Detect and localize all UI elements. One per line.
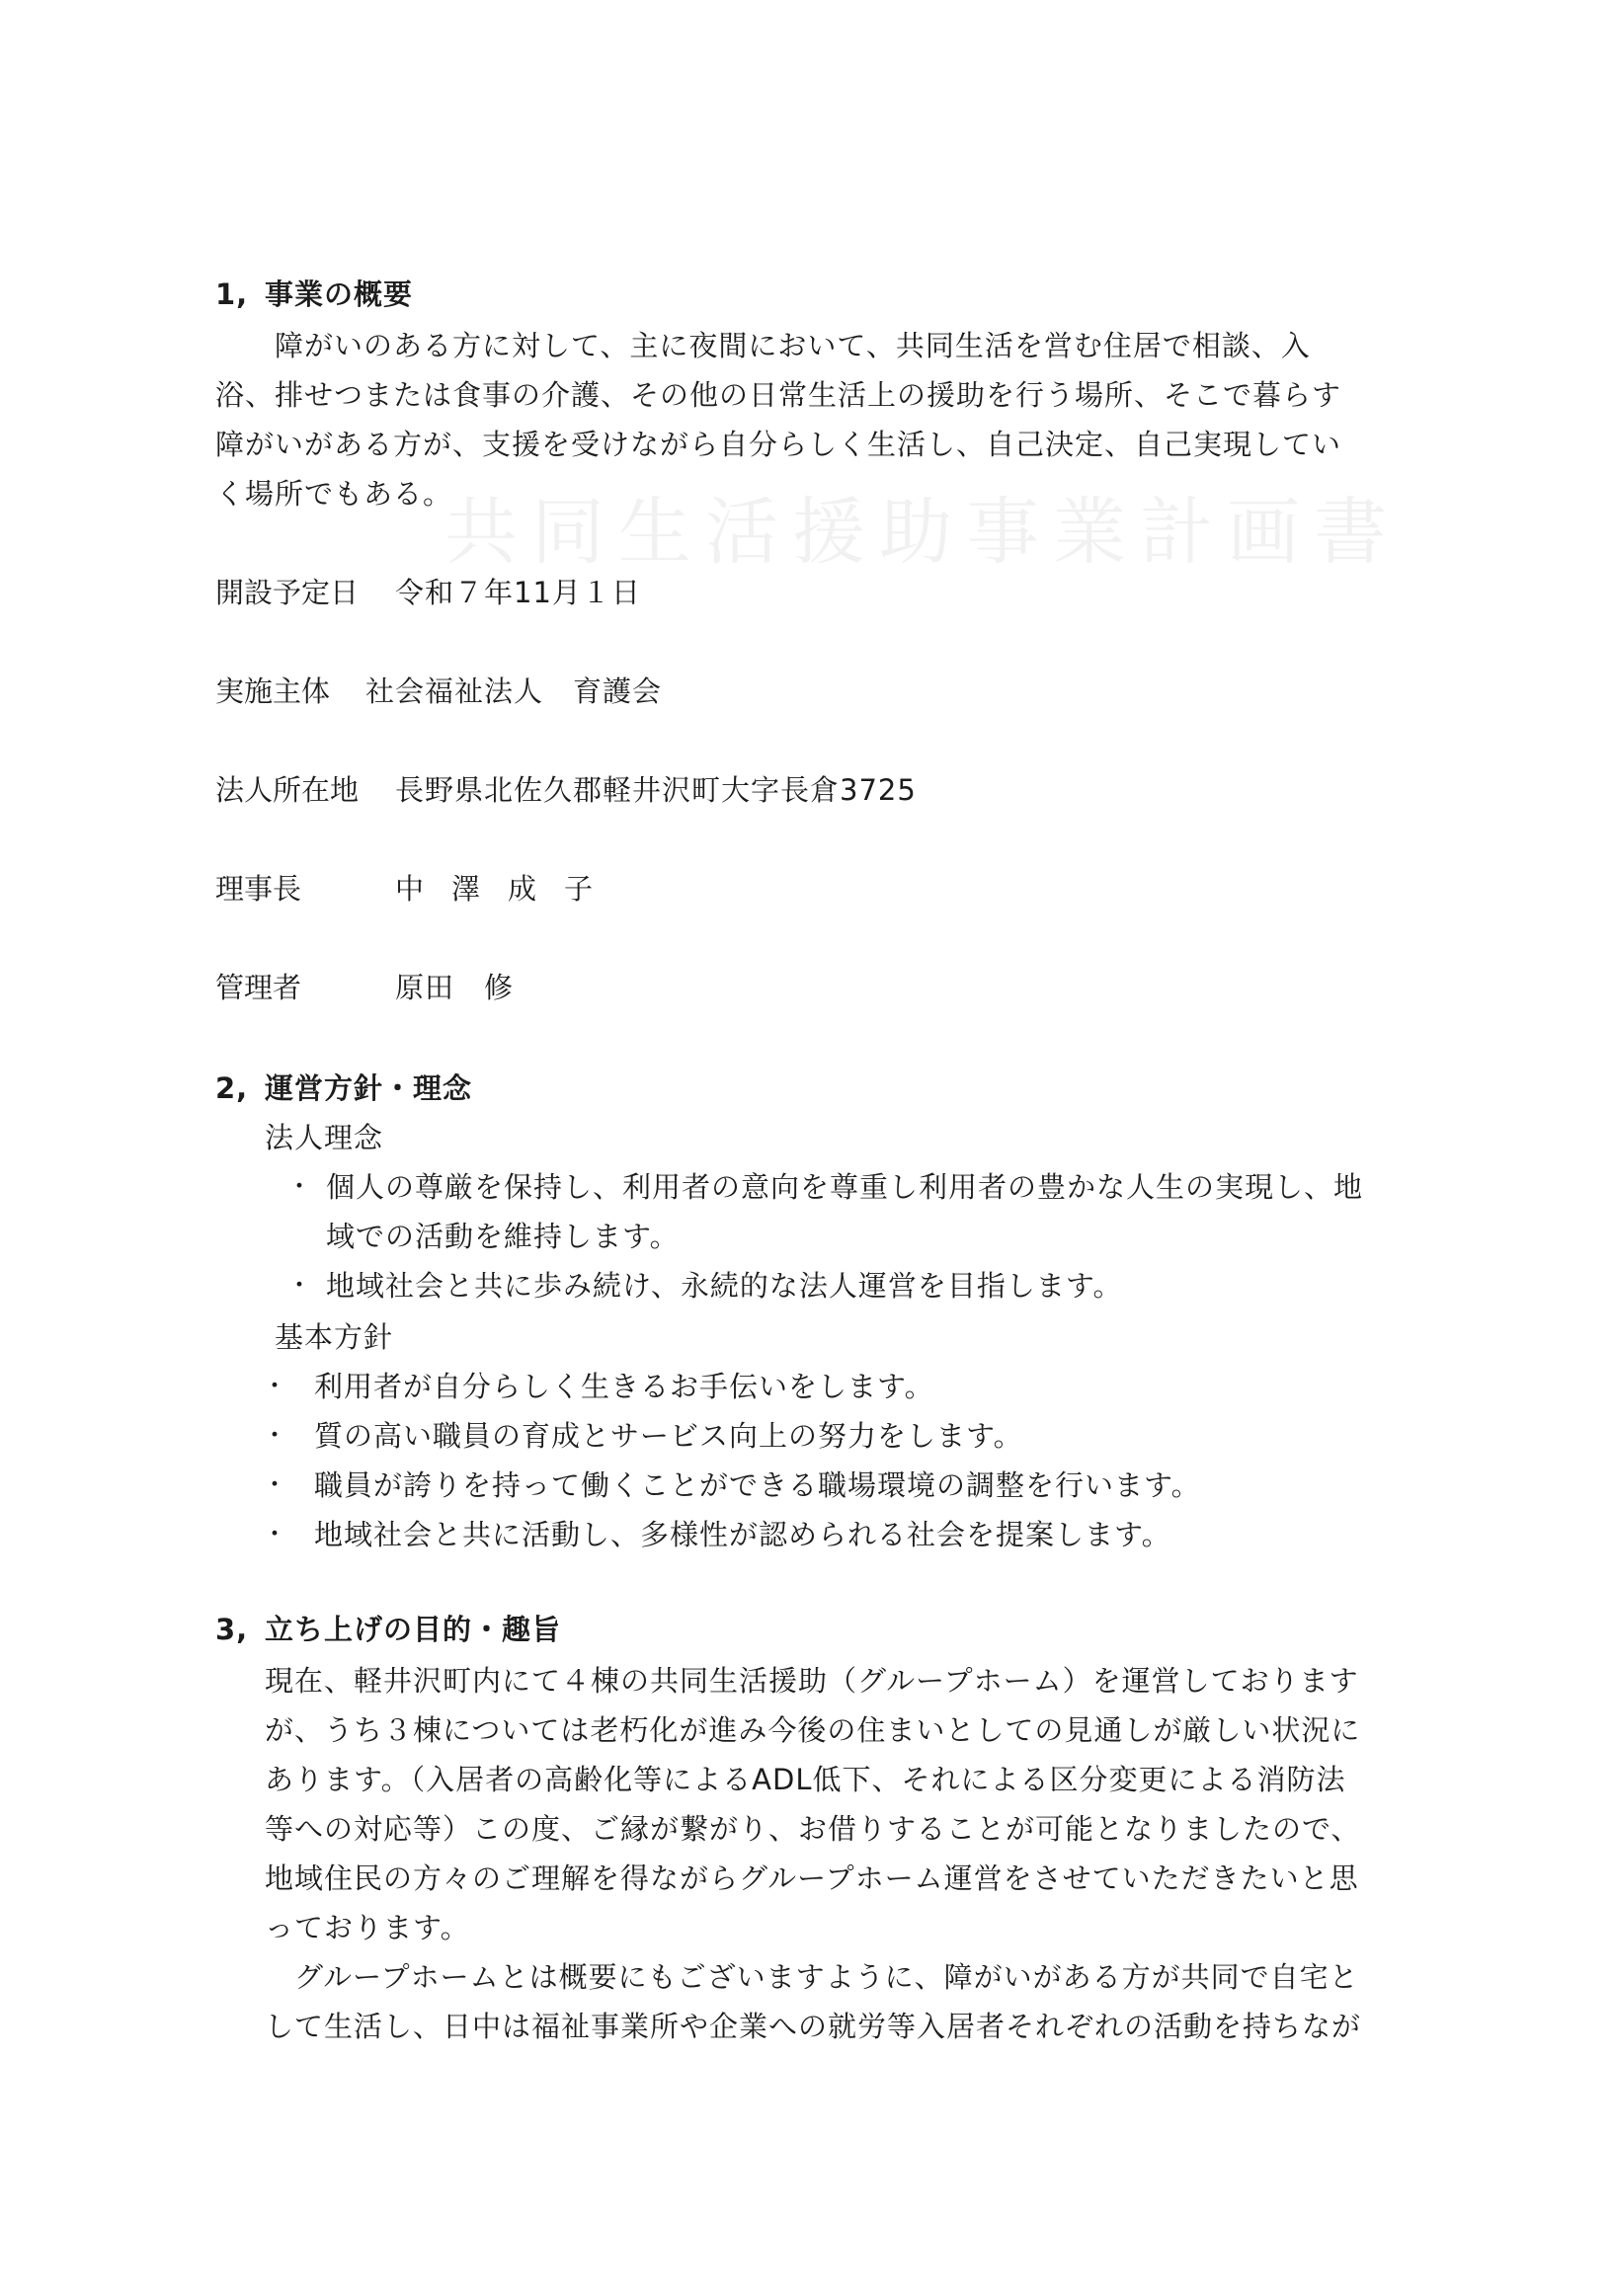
section-1-paragraph-line: 障がいのある方に対して、主に夜間において、共同生活を営む住居で相談、入 (275, 329, 1311, 362)
bullet-mark: ・ (262, 1470, 288, 1500)
opening-date-label: 開設予定日 (215, 576, 360, 609)
opening-date-value: 令和７年11月１日 (395, 576, 641, 609)
section-2-title: 運営方針・理念 (265, 1071, 473, 1105)
section-3-paragraph-line: が、うち３棟については老朽化が進み今後の住まいとしての見通しが厳しい状況に (265, 1713, 1361, 1747)
section-1-paragraph-line: く場所でもある。 (215, 477, 453, 511)
chairperson-value: 中澤成子 (395, 872, 621, 906)
section-3-paragraph-line: あります。（入居者の高齢化等によるADL低下、それによる区分変更による消防法 (265, 1763, 1346, 1796)
bullet-mark: ・ (262, 1520, 288, 1549)
policy-item: 職員が誇りを持って働くことができる職場環境の調整を行います。 (314, 1468, 1201, 1502)
section-3-title: 立ち上げの目的・趣旨 (265, 1613, 562, 1646)
bullet-mark: ・ (286, 1271, 313, 1301)
chairperson-label: 理事長 (215, 872, 302, 906)
operator-value: 社会福祉法人 育護会 (365, 674, 663, 708)
watermark-title: 共同生活援助事業計画書 (444, 490, 1401, 575)
philosophy-label: 法人理念 (265, 1121, 384, 1154)
section-1-paragraph-line: 障がいがある方が、支援を受けながら自分らしく生活し、自己決定、自己実現してい (215, 428, 1342, 461)
section-3-paragraph-line: して生活し、日中は福祉事業所や企業への就労等入居者それぞれの活動を持ちなが (265, 2010, 1362, 2043)
section-1-heading: 1, 事業の概要 (215, 277, 414, 311)
section-3-paragraph-line: 現在、軽井沢町内にて４棟の共同生活援助（グループホーム）を運営しております (265, 1664, 1359, 1698)
policy-item: 地域社会と共に活動し、多様性が認められる社会を提案します。 (314, 1518, 1171, 1551)
philosophy-item: 地域社会と共に歩み続け、永続的な法人運営を目指します。 (326, 1269, 1123, 1303)
section-1-paragraph-line: 浴、排せつまたは食事の介護、その他の日常生活上の援助を行う場所、そこで暮らす (215, 378, 1342, 412)
philosophy-item: 個人の尊厳を保持し、利用者の意向を尊重し利用者の豊かな人生の実現し、地 (326, 1170, 1364, 1204)
policy-item: 利用者が自分らしく生きるお手伝いをします。 (314, 1370, 934, 1403)
bullet-mark: ・ (262, 1372, 288, 1401)
address-label: 法人所在地 (215, 773, 360, 807)
policy-label: 基本方針 (275, 1320, 394, 1354)
section-3-paragraph-line: グループホームとは概要にもございますように、障がいがある方が共同で自宅と (294, 1960, 1359, 1994)
operator-label: 実施主体 (215, 674, 331, 708)
bullet-mark: ・ (286, 1172, 313, 1202)
section-3-paragraph-line: 等への対応等）この度、ご縁が繋がり、お借りすることが可能となりましたので、 (265, 1812, 1361, 1846)
section-3-heading: 3, 立ち上げの目的・趣旨 (215, 1613, 562, 1646)
manager-label: 管理者 (215, 971, 302, 1004)
philosophy-item-continuation: 域での活動を維持します。 (326, 1220, 680, 1253)
address-value: 長野県北佐久郡軽井沢町大字長倉3725 (395, 773, 917, 807)
bullet-mark: ・ (262, 1421, 288, 1451)
section-1-title: 事業の概要 (265, 277, 414, 311)
manager-value: 原田 修 (395, 971, 515, 1004)
section-3-paragraph-line: 地域住民の方々のご理解を得ながらグループホーム運営をさせていただきたいと思 (265, 1861, 1359, 1895)
section-3-paragraph-line: っております。 (265, 1911, 470, 1944)
section-2-heading: 2, 運営方針・理念 (215, 1071, 473, 1105)
policy-item: 質の高い職員の育成とサービス向上の努力をします。 (314, 1419, 1023, 1453)
